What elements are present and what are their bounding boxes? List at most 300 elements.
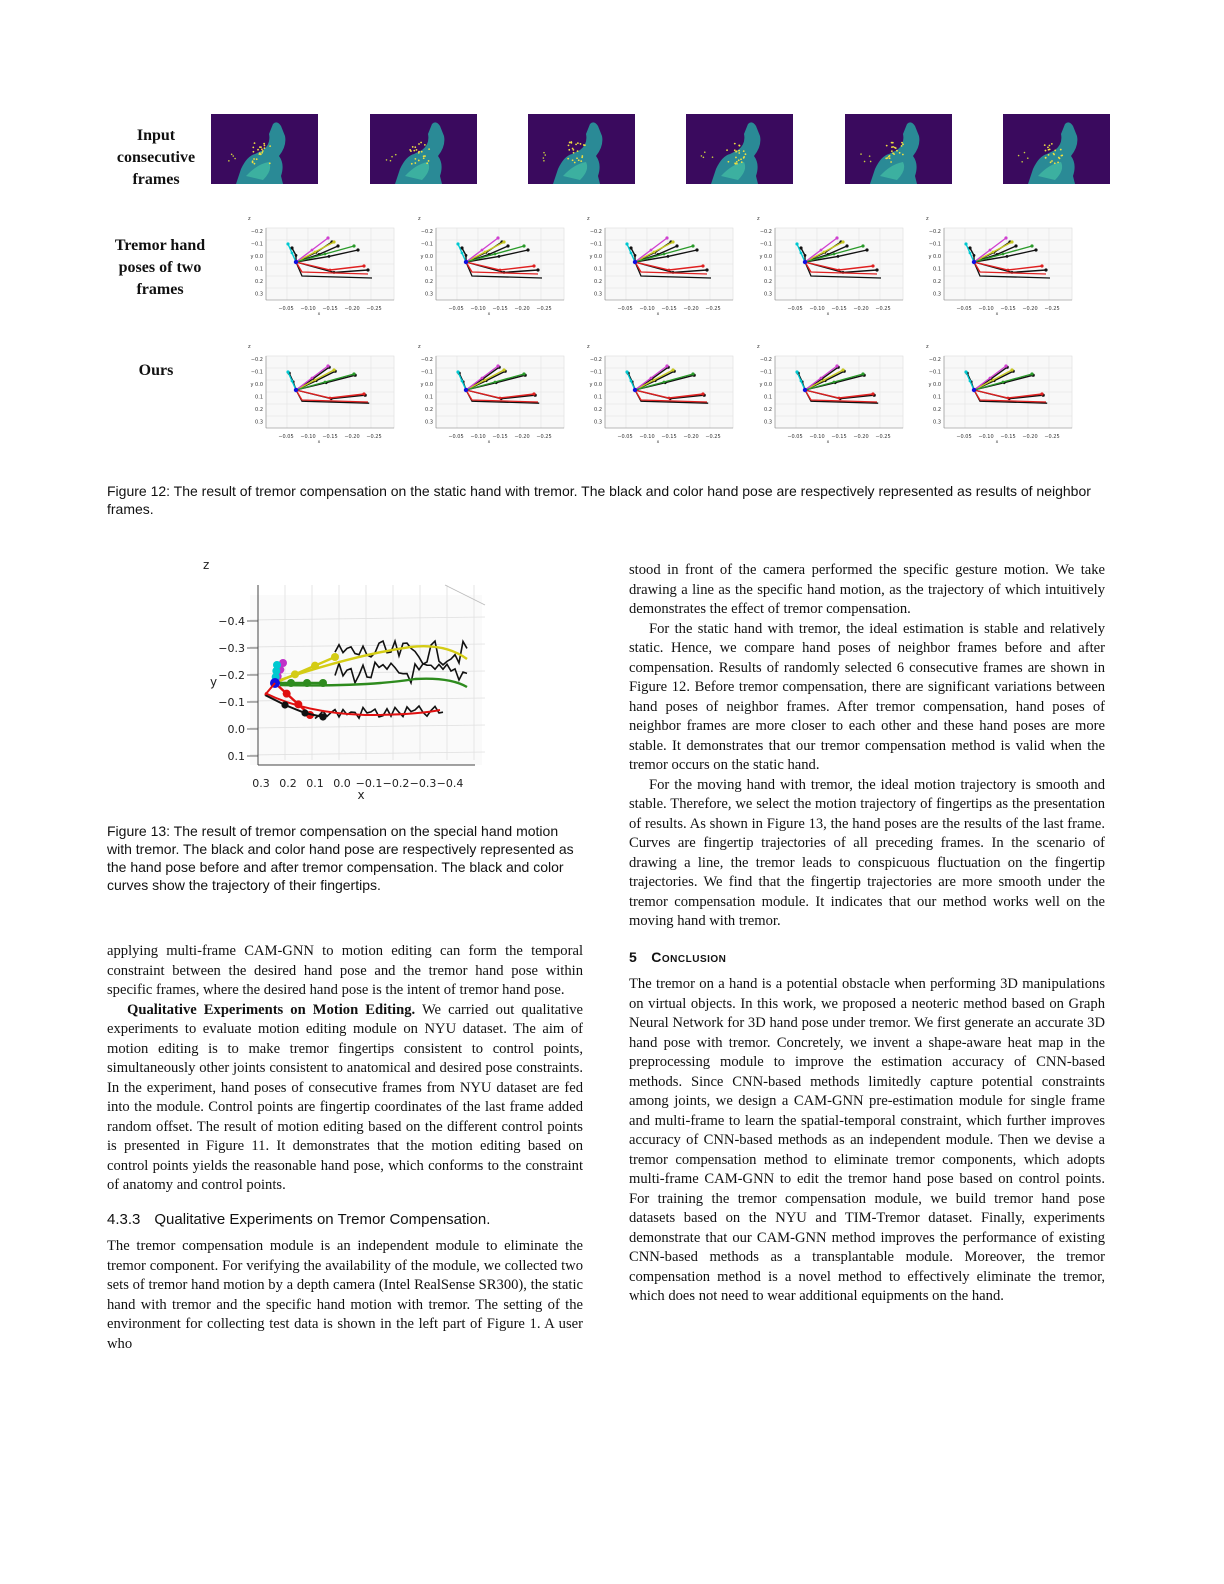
joint-marker — [823, 251, 826, 254]
wrist-joint — [464, 260, 468, 264]
tremor-speckle — [886, 145, 888, 147]
joint-marker — [283, 690, 291, 698]
fingertip-marker — [625, 242, 628, 245]
joint-marker — [499, 397, 502, 400]
tremor-speckle — [864, 161, 866, 163]
joint-marker — [838, 397, 841, 400]
joint-marker — [1002, 253, 1005, 256]
tremor-speckle — [743, 157, 745, 159]
fingertip-marker — [871, 392, 874, 395]
tremor-speckle — [424, 144, 426, 146]
tremor-speckle — [386, 159, 388, 161]
y-tick-label: 0.1 — [255, 394, 263, 401]
joint-marker — [634, 254, 637, 257]
black-joint-marker — [281, 701, 288, 708]
x-tick-label: −0.15 — [831, 306, 847, 312]
y-tick-label: −0.1 — [759, 241, 772, 248]
joint-marker — [820, 249, 823, 252]
x-axis-label: x — [656, 440, 660, 445]
x-tick-label: −0.10 — [470, 306, 486, 312]
x-tick-label: −0.10 — [978, 434, 994, 440]
tremor-speckle — [583, 144, 585, 146]
tremor-speckle — [1027, 157, 1029, 159]
joint-marker — [303, 679, 311, 687]
tremor-speckle — [893, 153, 895, 155]
figure-13-plot — [195, 555, 495, 805]
tremor-speckle — [1061, 155, 1063, 157]
joint-marker — [287, 679, 295, 687]
x-tick-label: −0.15 — [661, 434, 677, 440]
joint-marker — [291, 380, 294, 383]
tremor-speckle — [1021, 161, 1023, 163]
y-tick-label: y 0.0 — [759, 382, 772, 388]
tremor-speckle — [745, 153, 747, 155]
joint-marker — [273, 661, 281, 669]
y-tick-label: −0.1 — [420, 369, 433, 376]
row-label-input: Input consecutive frames — [116, 127, 196, 188]
tremor-speckle — [254, 163, 256, 165]
x-tick-label: −0.20 — [344, 306, 360, 312]
tremor-speckle — [889, 155, 891, 157]
tremor-speckle — [414, 162, 416, 164]
wrist-joint — [972, 388, 976, 392]
tremor-speckle — [420, 142, 422, 144]
tremor-speckle — [1054, 162, 1056, 164]
y-tick-label: −0.1 — [250, 241, 263, 248]
joint-marker — [465, 254, 468, 257]
tremor-speckle — [395, 154, 397, 156]
joint-marker — [992, 379, 995, 382]
tremor-speckle — [413, 150, 415, 152]
joint-marker — [800, 252, 803, 255]
wrist-joint — [803, 388, 807, 392]
y-tick-label: 0.3 — [594, 419, 602, 426]
joint-marker — [833, 381, 836, 384]
z-axis-label: z — [418, 344, 421, 350]
fingertip-marker — [502, 368, 505, 371]
fingertip-marker — [502, 240, 505, 243]
x-tick-label: −0.05 — [617, 434, 633, 440]
joint-marker — [837, 255, 840, 258]
depth-frame-image — [845, 114, 952, 184]
fingertip-marker — [795, 370, 798, 373]
fingertip-marker — [352, 372, 355, 375]
tremor-speckle — [902, 143, 904, 145]
tremor-speckle — [578, 159, 580, 161]
y-tick-label: 0.3 — [425, 291, 433, 298]
joint-marker — [481, 249, 484, 252]
fingertip-marker — [286, 242, 289, 245]
x-tick-label: 0.0 — [333, 777, 351, 790]
fingertip-marker — [841, 240, 844, 243]
fingertip-marker — [526, 248, 529, 251]
joint-marker — [324, 253, 327, 256]
hand-pose-plot — [575, 336, 745, 448]
tremor-speckle — [892, 142, 894, 144]
tremor-speckle — [735, 151, 737, 153]
tremor-speckle — [890, 161, 892, 163]
y-tick-label: 0.2 — [255, 407, 263, 413]
fingertip-marker — [1034, 248, 1037, 251]
tremor-speckle — [580, 143, 582, 145]
joint-marker — [663, 381, 666, 384]
x-tick-label: −0.05 — [448, 306, 464, 312]
tremor-speckle — [1049, 145, 1051, 147]
joint-marker — [630, 380, 633, 383]
y-tick-label: 0.3 — [933, 419, 941, 426]
fingertip-marker — [1040, 392, 1043, 395]
x-tick-label: −0.25 — [1044, 434, 1060, 440]
y-tick-label: 0.1 — [425, 394, 433, 401]
y-tick-label: 0.3 — [764, 419, 772, 426]
x-tick-label: −0.10 — [470, 434, 486, 440]
fingertip-marker — [1004, 364, 1007, 367]
tremor-speckle — [899, 152, 901, 154]
x-tick-label: −0.10 — [300, 306, 316, 312]
tremor-speckle — [1047, 146, 1049, 148]
joint-marker — [838, 269, 841, 272]
y-tick-label: y 0.0 — [759, 254, 772, 260]
tremor-speckle — [860, 153, 862, 155]
wrist-joint — [464, 388, 468, 392]
fingertip-marker — [326, 364, 329, 367]
depth-frame-image — [528, 114, 635, 184]
tremor-speckle — [269, 162, 271, 164]
depth-frame-image — [370, 114, 477, 184]
fingertip-marker — [362, 264, 365, 267]
fingertip-marker — [845, 244, 848, 247]
x-axis-label: x — [317, 312, 321, 317]
x-tick-label: −0.15 — [1000, 306, 1016, 312]
y-tick-label: y 0.0 — [250, 254, 263, 260]
y-tick-label: −0.1 — [759, 369, 772, 376]
hand-pose-plot — [406, 336, 576, 448]
y-tick-label: 0.1 — [764, 266, 772, 273]
joint-marker — [294, 700, 302, 708]
y-tick-label: −0.2 — [250, 229, 263, 235]
z-axis-label: z — [587, 344, 590, 350]
tremor-speckle — [269, 145, 271, 147]
x-tick-label: −0.05 — [448, 434, 464, 440]
tremor-speckle — [703, 156, 705, 158]
x-tick-label: −0.25 — [705, 434, 721, 440]
tremor-speckle — [414, 146, 416, 148]
x-tick-label: −0.10 — [978, 306, 994, 312]
tremor-speckle — [544, 154, 546, 156]
z-axis-label: z — [587, 216, 590, 222]
tremor-speckle — [232, 155, 234, 157]
tremor-speckle — [891, 146, 893, 148]
joint-marker — [650, 249, 653, 252]
y-tick-label: −0.2 — [589, 229, 602, 235]
fingertip-marker — [362, 392, 365, 395]
fingertip-marker — [875, 268, 878, 271]
tremor-speckle — [577, 142, 579, 144]
tremor-speckle — [256, 158, 258, 160]
x-tick-label: 0.2 — [279, 777, 297, 790]
z-axis-label: z — [248, 216, 251, 222]
tremor-speckle — [254, 142, 256, 144]
joint-marker — [1002, 381, 1005, 384]
tremor-speckle — [257, 149, 259, 151]
x-tick-label: −0.15 — [661, 306, 677, 312]
fingertip-marker — [532, 392, 535, 395]
tremor-speckle — [870, 161, 872, 163]
tremor-speckle — [253, 158, 255, 160]
x-tick-label: −0.05 — [956, 434, 972, 440]
plot-frame — [605, 228, 733, 300]
tremor-speckle — [734, 149, 736, 151]
paragraph: Qualitative Experiments on Motion Editing. We carried out qualitative experiments to evaluate motion editing module on NYU dataset. The aim of motion editing is to make tremor fingertips consistent to control points, simultaneously other joints consistent to anatomical and desired pose constraints. In the experiment, hand poses of consecutive frames from NYU dataset are fed into the module. Control points are fingertip coordinates of the last frame added random offset. The result of motion editing based on the different control points is presented in Figure 11. It demonstrates that the motion editing based on control points yields the reasonable hand pose, which conforms to the constraint of anatomy and control points. — [107, 1001, 583, 1193]
tremor-speckle — [738, 152, 740, 154]
fingertip-marker — [1014, 244, 1017, 247]
fingertip-marker — [336, 244, 339, 247]
y-tick-label: y 0.0 — [420, 382, 433, 388]
fingertip-marker — [795, 242, 798, 245]
tremor-speckle — [1024, 152, 1026, 154]
tremor-speckle — [734, 143, 736, 145]
tremor-speckle — [901, 142, 903, 144]
joint-marker — [992, 251, 995, 254]
fingertip-marker — [366, 268, 369, 271]
tremor-speckle — [738, 159, 740, 161]
fingertip-marker — [861, 244, 864, 247]
fingertip-marker — [695, 248, 698, 251]
x-axis-label: x — [487, 312, 491, 317]
tremor-speckle — [895, 147, 897, 149]
tremor-speckle — [728, 161, 730, 163]
tremor-speckle — [889, 157, 891, 159]
joint-marker — [663, 253, 666, 256]
x-axis-label: x — [995, 440, 999, 445]
fingertip-marker — [675, 244, 678, 247]
y-tick-label: 0.1 — [764, 394, 772, 401]
tremor-speckle — [228, 160, 230, 162]
y-tick-label: −0.2 — [218, 669, 245, 682]
y-tick-label: −0.2 — [928, 357, 941, 363]
hand-pose-plot — [575, 208, 745, 320]
y-tick-label: 0.1 — [255, 266, 263, 273]
fingertip-marker — [871, 264, 874, 267]
y-tick-label: 0.2 — [933, 407, 941, 413]
fingertip-marker — [356, 248, 359, 251]
x-tick-label: −0.15 — [831, 434, 847, 440]
wrist-joint — [633, 388, 637, 392]
joint-marker — [311, 249, 314, 252]
fingertip-marker — [671, 240, 674, 243]
tremor-speckle — [568, 144, 570, 146]
y-tick-label: −0.2 — [928, 229, 941, 235]
wrist-joint — [294, 260, 298, 264]
hand-pose-plot — [236, 208, 406, 320]
tremor-speckle — [252, 146, 254, 148]
fingertip-marker — [352, 244, 355, 247]
depth-frame-image — [1003, 114, 1110, 184]
tremor-speckle — [901, 145, 903, 147]
fingertip-marker — [332, 240, 335, 243]
x-tick-label: −0.20 — [853, 434, 869, 440]
tremor-speckle — [577, 150, 579, 152]
x-axis-label: x — [357, 788, 365, 802]
plot-frame — [944, 228, 1072, 300]
y-axis-label: y — [210, 675, 218, 689]
tremor-speckle — [234, 158, 236, 160]
paragraph: stood in front of the camera performed the specific gesture motion. We take drawing a line as the specific hand motion, as the trajectory of which intuitively demonstrates the effect of tremor compensation. — [629, 562, 1105, 617]
tremor-speckle — [543, 160, 545, 162]
tremor-speckle — [704, 151, 706, 153]
y-tick-label: −0.1 — [928, 241, 941, 248]
tremor-speckle — [741, 161, 743, 163]
fingertip-marker — [691, 372, 694, 375]
x-tick-label: −0.20 — [853, 306, 869, 312]
y-tick-label: 0.3 — [255, 291, 263, 298]
row-label-tremor: Tremor hand poses of two frames — [114, 237, 206, 298]
x-tick-label: −0.20 — [1022, 434, 1038, 440]
depth-frame-image — [211, 114, 318, 184]
tremor-speckle — [263, 143, 265, 145]
tremor-speckle — [1054, 150, 1056, 152]
y-tick-label: y 0.0 — [928, 382, 941, 388]
y-tick-label: y 0.0 — [589, 382, 602, 388]
z-axis-label: z — [203, 558, 210, 572]
hand-pose-plot — [914, 336, 1084, 448]
x-tick-label: −0.05 — [617, 306, 633, 312]
hand-pose-plot — [745, 336, 915, 448]
joint-marker — [650, 377, 653, 380]
wrist-joint — [972, 260, 976, 264]
x-tick-label: −0.25 — [366, 434, 382, 440]
fingertip-marker — [964, 370, 967, 373]
x-tick-label: −0.25 — [536, 434, 552, 440]
y-tick-label: 0.2 — [594, 279, 602, 285]
tremor-speckle — [736, 161, 738, 163]
plot-frame — [775, 228, 903, 300]
tremor-speckle — [1051, 143, 1053, 145]
tremor-speckle — [418, 143, 420, 145]
paragraph: applying multi-frame CAM-GNN to motion editing can form the temporal constraint between the desired hand pose and the tremor hand pose within specific frames, where the desired hand pose is the intent of tremor hand pose. — [107, 943, 583, 998]
tremor-speckle — [701, 155, 703, 157]
section-heading: 5 Conclusion — [629, 948, 727, 965]
fingertip-marker — [522, 244, 525, 247]
tremor-speckle — [252, 161, 254, 163]
tremor-speckle — [735, 157, 737, 159]
y-tick-label: y 0.0 — [589, 254, 602, 260]
tremor-speckle — [264, 145, 266, 147]
left-column — [107, 942, 583, 1354]
x-tick-label: −0.3 — [409, 777, 437, 790]
joint-marker — [291, 252, 294, 255]
fingertip-marker — [1010, 368, 1013, 371]
tremor-speckle — [262, 150, 264, 152]
subsection-heading: 4.3.3 Qualitative Experiments on Tremor Compensation. — [107, 1210, 491, 1228]
x-tick-label: −0.15 — [492, 306, 508, 312]
tremor-speckle — [423, 157, 425, 159]
fingertip-marker — [705, 268, 708, 271]
black-joint-marker — [319, 713, 326, 720]
tremor-speckle — [1057, 161, 1059, 163]
joint-marker — [314, 251, 317, 254]
tremor-speckle — [1045, 150, 1047, 152]
fingertip-marker — [701, 264, 704, 267]
tremor-speckle — [896, 150, 898, 152]
y-tick-label: 0.0 — [227, 723, 245, 736]
joint-marker — [667, 255, 670, 258]
joint-marker — [630, 252, 633, 255]
tremor-speckle — [261, 152, 263, 154]
z-axis-label: z — [757, 216, 760, 222]
tremor-speckle — [418, 151, 420, 153]
x-tick-label: −0.1 — [355, 777, 383, 790]
y-tick-label: 0.2 — [933, 279, 941, 285]
tremor-speckle — [902, 154, 904, 156]
tremor-speckle — [543, 152, 545, 154]
joint-marker — [331, 653, 339, 661]
fingertip-marker — [326, 236, 329, 239]
tremor-speckle — [887, 157, 889, 159]
tremor-speckle — [1048, 154, 1050, 156]
y-tick-label: −0.1 — [589, 241, 602, 248]
tremor-speckle — [726, 149, 728, 151]
joint-marker — [823, 379, 826, 382]
tremor-speckle — [581, 155, 583, 157]
tremor-speckle — [1049, 148, 1051, 150]
figure-12-caption: Figure 12: The result of tremor compensation on the static hand with tremor. The black and color hand pose are respectively represented as results of neighbor frames. — [107, 483, 1091, 517]
fingertip-marker — [671, 368, 674, 371]
tremor-speckle — [412, 146, 414, 148]
fingertip-marker — [536, 268, 539, 271]
x-tick-label: 0.1 — [306, 777, 324, 790]
x-tick-label: −0.15 — [322, 434, 338, 440]
fingertip-marker — [1044, 268, 1047, 271]
x-tick-label: −0.10 — [809, 306, 825, 312]
x-tick-label: −0.05 — [278, 434, 294, 440]
x-axis-label: x — [656, 312, 660, 317]
tremor-speckle — [1045, 157, 1047, 159]
fingertip-marker — [835, 364, 838, 367]
x-axis-label: x — [995, 312, 999, 317]
y-tick-label: y 0.0 — [250, 382, 263, 388]
tremor-speckle — [543, 157, 545, 159]
fingertip-marker — [496, 364, 499, 367]
joint-marker — [311, 662, 319, 670]
wrist-joint — [633, 260, 637, 264]
fingertip-marker — [625, 370, 628, 373]
y-tick-label: −0.2 — [589, 357, 602, 363]
tremor-speckle — [740, 158, 742, 160]
y-tick-label: 0.2 — [764, 279, 772, 285]
y-tick-label: 0.2 — [425, 407, 433, 413]
x-tick-label: −0.2 — [382, 777, 410, 790]
x-axis-label: x — [487, 440, 491, 445]
tremor-speckle — [264, 147, 266, 149]
tremor-speckle — [428, 148, 430, 150]
y-tick-label: −0.1 — [928, 369, 941, 376]
z-axis-label: z — [248, 344, 251, 350]
tremor-speckle — [1051, 160, 1053, 162]
joint-marker — [653, 379, 656, 382]
y-tick-label: 0.3 — [594, 291, 602, 298]
fingertip-marker — [1040, 264, 1043, 267]
y-tick-label: 0.1 — [933, 266, 941, 273]
joint-marker — [820, 377, 823, 380]
tremor-speckle — [1053, 153, 1055, 155]
tremor-speckle — [573, 152, 575, 154]
y-tick-label: 0.2 — [594, 407, 602, 413]
x-tick-label: −0.20 — [344, 434, 360, 440]
hand-pose-plot — [236, 336, 406, 448]
tremor-speckle — [743, 150, 745, 152]
hand-pose-plot — [745, 208, 915, 320]
